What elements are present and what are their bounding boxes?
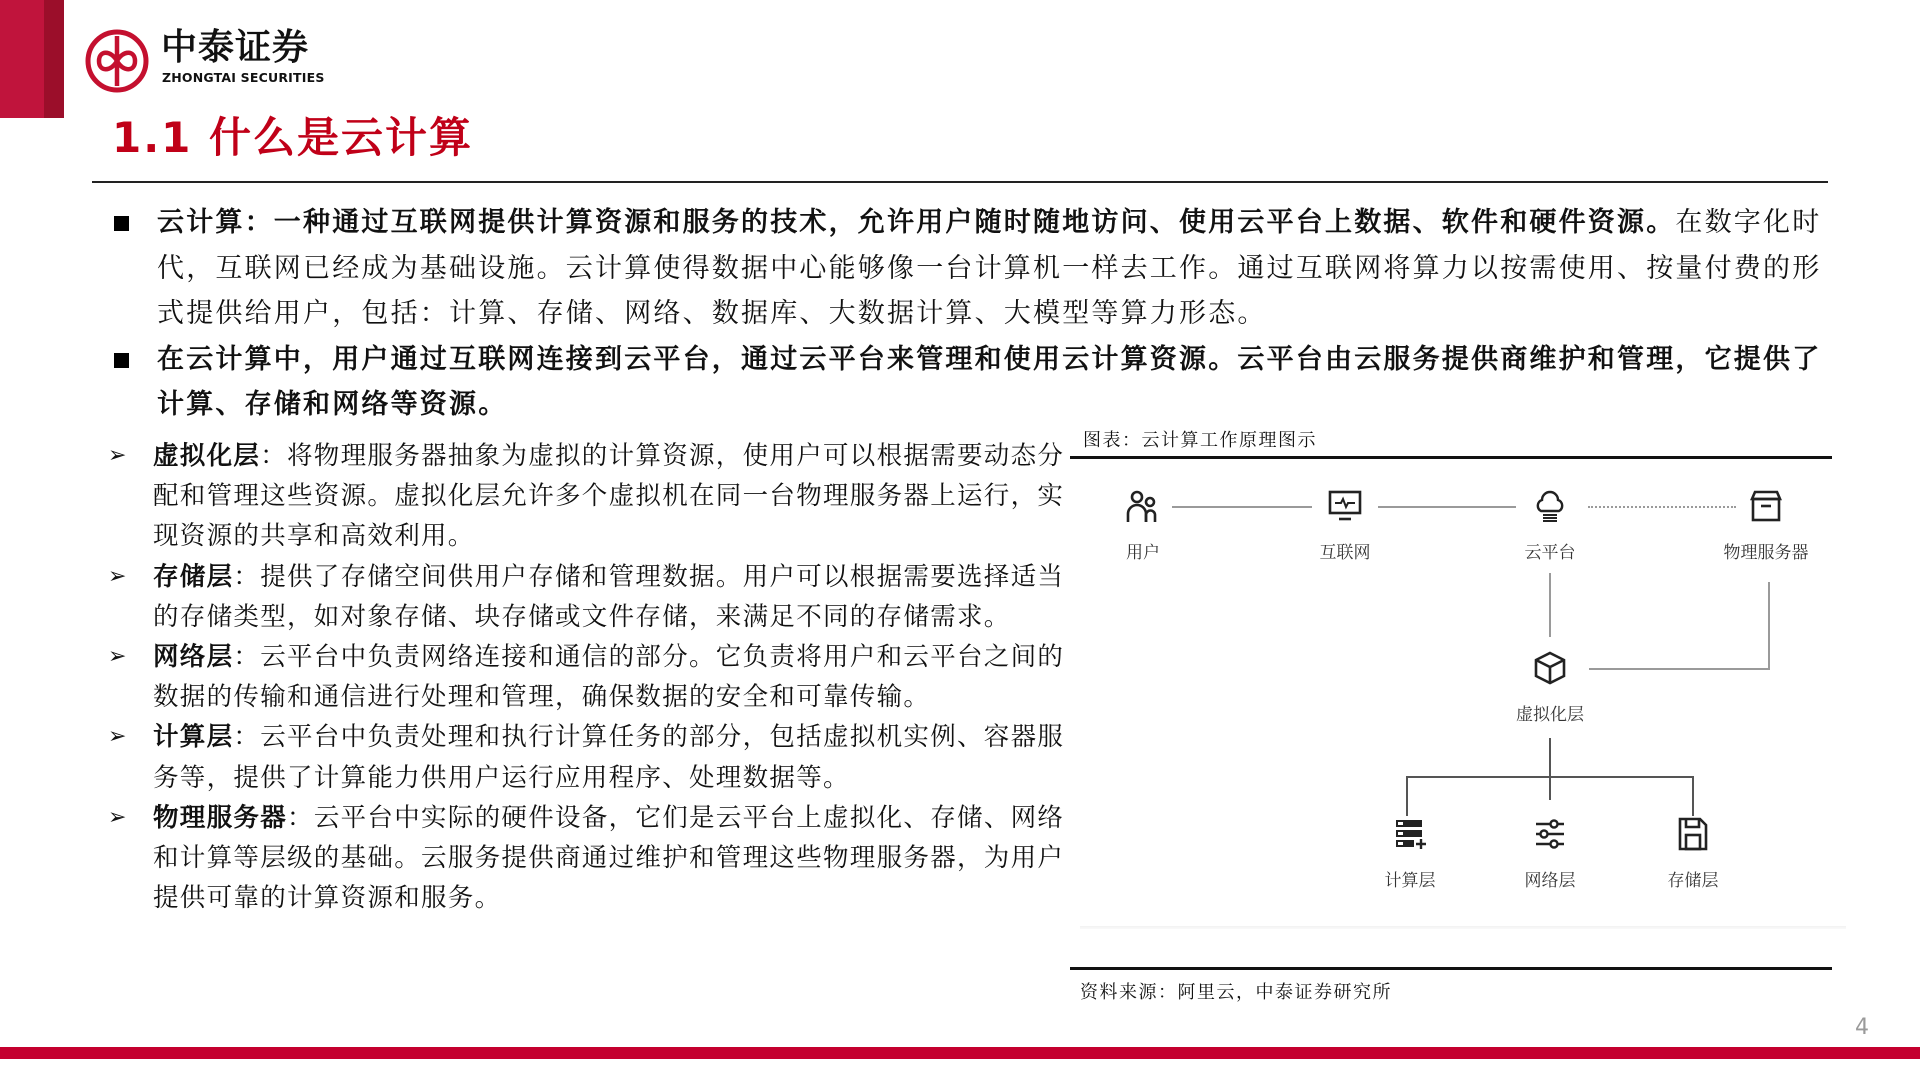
page-number: 4 <box>1855 1015 1869 1040</box>
sliders-icon <box>1532 816 1568 852</box>
square-bullet-icon <box>114 353 129 368</box>
layer-desc: ：云平台中实际的硬件设备，它们是云平台上虚拟化、存储、网络和计算等层级的基础。云服务提供商通过维护和管理这些物理服务器，为用户提供可靠的计算资源和服务。 <box>153 802 1065 914</box>
arrow-bullet-icon: ➢ <box>108 563 128 589</box>
arrow-bullet-icon: ➢ <box>108 443 128 468</box>
node-label: 互联网 <box>1319 543 1371 563</box>
node-physical-server <box>1696 488 1836 563</box>
figure-source: 资料来源：阿里云，中泰证券研究所 <box>1080 982 1392 1003</box>
node-label: 云平台 <box>1524 543 1576 563</box>
connector-cloud-virtual <box>1549 573 1551 637</box>
cloud-icon <box>1532 488 1568 524</box>
brand-bar-inner <box>44 0 64 118</box>
figure-top-rule <box>1070 456 1832 459</box>
layer-term: 网络层 <box>153 642 234 673</box>
node-label: 网络层 <box>1524 871 1576 891</box>
node-label: 存储层 <box>1667 871 1719 891</box>
main-point-bold: 在云计算中，用户通过互联网连接到云平台，通过云平台来管理和使用云计算资源。云平台由云服务提供商维护和管理，它提供了计算、存储和网络等资源。 <box>157 343 1822 420</box>
server-stack-icon <box>1392 816 1428 852</box>
layer-desc: ：云平台中负责处理和执行计算任务的部分，包括虚拟机实例、容器服务等，提供了计算能力供用户运行应用程序、处理数据等。 <box>153 722 1065 793</box>
connector-branch-compute <box>1406 776 1408 816</box>
connector-server-vertical <box>1768 582 1770 669</box>
layer-term: 物理服务器 <box>153 802 288 833</box>
floppy-disk-icon <box>1675 816 1711 852</box>
connector-branch-horizontal <box>1406 776 1694 778</box>
node-label: 物理服务器 <box>1723 543 1809 563</box>
source-rule <box>1070 967 1832 970</box>
connector-virtual-down <box>1549 738 1551 800</box>
layer-term: 计算层 <box>153 722 234 753</box>
logo-text-en: ZHONGTAI SECURITIES <box>162 70 325 85</box>
layer-item <box>108 436 1078 557</box>
layer-desc: ：将物理服务器抽象为虚拟的计算资源，使用户可以根据需要动态分配和管理这些资源。虚拟化层允许多个虚拟机在同一台物理服务器上运行，实现资源的共享和高效利用。 <box>153 441 1065 552</box>
cube-icon <box>1532 650 1568 686</box>
footer-bar <box>0 1047 1920 1059</box>
layer-item <box>108 557 1078 637</box>
archive-box-icon <box>1748 488 1784 524</box>
layer-list <box>108 436 1078 918</box>
node-cloud-platform <box>1480 488 1620 563</box>
page-title: 1.1 什么是云计算 <box>112 113 474 162</box>
main-points <box>112 200 1842 428</box>
company-logo <box>84 26 344 96</box>
connector-branch-storage <box>1692 776 1694 816</box>
layer-term: 虚拟化层 <box>153 441 261 471</box>
node-internet <box>1275 488 1415 563</box>
monitor-pulse-icon <box>1327 488 1363 524</box>
node-label: 用户 <box>1126 543 1160 563</box>
arrow-bullet-icon: ➢ <box>108 644 128 670</box>
layer-item <box>108 637 1078 717</box>
layer-desc: ：云平台中负责网络连接和通信的部分。它负责将用户和云平台之间的数据的传输和通信进行处理和管理，确保数据的安全和可靠传输。 <box>153 642 1065 713</box>
node-label: 虚拟化层 <box>1516 705 1584 725</box>
arrow-bullet-icon: ➢ <box>108 804 128 830</box>
node-storage <box>1623 816 1763 891</box>
logo-text-cn: 中泰证券 <box>161 27 310 68</box>
title-divider <box>92 181 1828 183</box>
node-virtualization <box>1480 650 1620 725</box>
node-label: 计算层 <box>1384 871 1436 891</box>
brand-bar-outer <box>0 0 44 118</box>
square-bullet-icon <box>114 216 129 231</box>
arrow-bullet-icon: ➢ <box>108 724 128 750</box>
node-network <box>1480 816 1620 891</box>
node-user <box>1073 488 1213 563</box>
zhongtai-logo-icon <box>84 28 150 94</box>
layer-desc: ：提供了存储空间供用户存储和管理数据。用户可以根据需要选择适当的存储类型，如对象存储、块存储或文件存储，来满足不同的存储需求。 <box>153 561 1065 632</box>
main-point-text: 在数字化时代，互联网已经成为基础设施。云计算使得数据中心能够像一台计算机一样去工作。通过互联网将算力以按需使用、按量付费的形式提供给用户，包括：计算、存储、网络、数据库、大数据计算、大模型等算力形态。 <box>157 207 1822 329</box>
main-point-bold: 云计算：一种通过互联网提供计算资源和服务的技术，允许用户随时随地访问、使用云平台上数据、软件和硬件资源。 <box>157 207 1676 238</box>
layer-item <box>108 798 1078 919</box>
main-point <box>112 200 1842 337</box>
cloud-architecture-diagram <box>1070 460 1850 930</box>
main-point <box>112 337 1842 428</box>
layer-item <box>108 717 1078 797</box>
layer-term: 存储层 <box>153 561 234 592</box>
figure-bottom-shadow <box>1080 926 1846 929</box>
users-icon <box>1125 488 1161 524</box>
node-compute <box>1340 816 1480 891</box>
figure-caption: 图表：云计算工作原理图示 <box>1083 430 1317 451</box>
